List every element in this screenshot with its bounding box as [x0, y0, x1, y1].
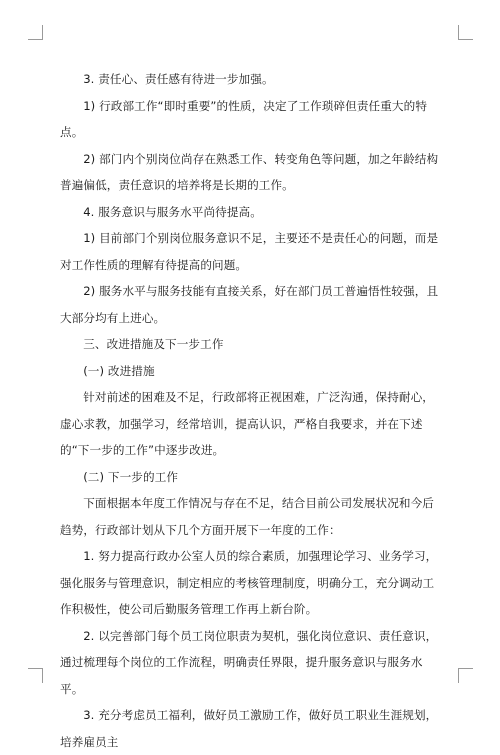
crop-mark-top-right: [458, 25, 473, 40]
paragraph: 2) 部门内个别岗位尚存在熟悉工作、转变角色等问题，加之年龄结构普遍偏低，责任意识的培养将是长期的工作。: [60, 151, 439, 192]
crop-mark-top-left: [28, 25, 43, 40]
paragraph: 下面根据本年度工作情况与存在不足，结合目前公司发展状况和今后趋势，行政部计划从下几个方面开展下一年度的工作：: [60, 496, 435, 537]
subsection-heading: (一) 改进措施: [83, 363, 155, 378]
list-item: 1. 努力提高行政办公室人员的综合素质，加强理论学习、业务学习，强化服务与管理意识，制定相应的考核管理制度，明确分工，充分调动工作积极性，使公司后勤服务管理工作再上新台阶。: [60, 549, 438, 616]
heading-responsibility: 3. 责任心、责任感有待进一步加强。: [83, 72, 274, 86]
list-item: 2. 以完善部门每个员工岗位职责为契机，强化岗位意识、责任意识，通过梳理每个岗位的工作流程，明确责任界限，提升服务意识与服务水平。: [60, 628, 438, 696]
list-item: 3. 充分考虑员工福利，做好员工激励工作，做好员工职业生涯规划，培养雇员主: [60, 708, 438, 749]
paragraph: 2) 服务水平与服务技能有直接关系，好在部门员工普遍悟性较强，且大部分均有上进心。: [60, 284, 439, 325]
paragraph: 1) 目前部门个别岗位服务意识不足，主要还不是责任心的问题，而是对工作性质的理解有待提高的问题。: [60, 231, 439, 272]
paragraph: 针对前述的困难及不足，行政部将正视困难，广泛沟通，保持耐心，虚心求教，加强学习，经常培训，提高认识，严格自我要求，并在下述的“下一步的工作”中逐步改进。: [60, 390, 435, 457]
crop-mark-bottom-left: [28, 668, 43, 683]
section-heading: 三、改进措施及下一步工作: [83, 337, 224, 351]
crop-mark-bottom-right: [458, 668, 473, 683]
document-body: [60, 66, 441, 755]
heading-service: 4. 服务意识与服务水平尚待提高。: [83, 204, 262, 219]
paragraph: 1) 行政部工作“即时重要”的性质，决定了工作琐碎但责任重大的特点。: [60, 98, 428, 139]
subsection-heading: (二) 下一步的工作: [83, 469, 179, 484]
